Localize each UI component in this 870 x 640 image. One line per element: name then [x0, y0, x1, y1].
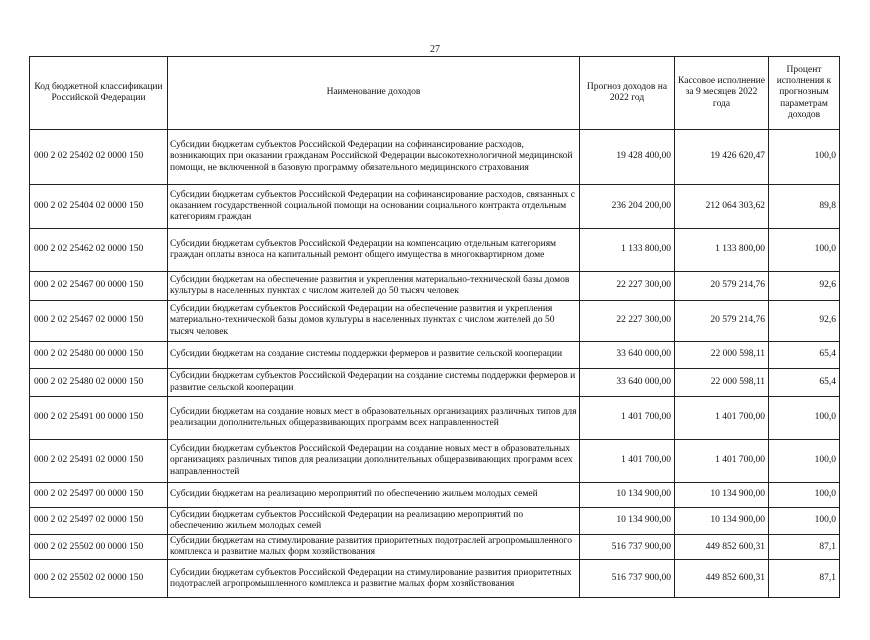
execution-cell: 22 000 598,11 — [675, 369, 769, 397]
forecast-cell: 516 737 900,00 — [580, 560, 675, 598]
execution-cell: 22 000 598,11 — [675, 342, 769, 369]
code-cell: 000 2 02 25404 02 0000 150 — [30, 185, 168, 229]
table-row — [30, 483, 840, 508]
forecast-cell: 10 134 900,00 — [580, 483, 675, 508]
forecast-cell: 236 204 200,00 — [580, 185, 675, 229]
percent-cell: 65,4 — [769, 369, 840, 397]
page-number: 27 — [430, 44, 440, 55]
code-cell: 000 2 02 25467 02 0000 150 — [30, 301, 168, 342]
forecast-cell: 1 401 700,00 — [580, 397, 675, 440]
table-row — [30, 440, 840, 483]
forecast-cell: 22 227 300,00 — [580, 272, 675, 301]
execution-cell: 212 064 303,62 — [675, 185, 769, 229]
table-header-row — [30, 57, 840, 130]
table-row — [30, 272, 840, 301]
forecast-cell: 33 640 000,00 — [580, 369, 675, 397]
percent-cell: 100,0 — [769, 440, 840, 483]
percent-cell: 100,0 — [769, 130, 840, 185]
name-cell: Субсидии бюджетам субъектов Российской Федерации на компенсацию отдельным категориям граждан оплаты взноса на капитальный ремонт общего имущества в многоквартирном доме — [168, 229, 580, 272]
forecast-cell: 19 428 400,00 — [580, 130, 675, 185]
forecast-cell: 1 133 800,00 — [580, 229, 675, 272]
code-cell: 000 2 02 25480 02 0000 150 — [30, 369, 168, 397]
percent-cell: 100,0 — [769, 508, 840, 535]
table-row — [30, 508, 840, 535]
forecast-cell: 33 640 000,00 — [580, 342, 675, 369]
table-row — [30, 560, 840, 598]
header-name: Наименование доходов — [168, 57, 580, 130]
percent-cell: 100,0 — [769, 483, 840, 508]
code-cell: 000 2 02 25491 00 0000 150 — [30, 397, 168, 440]
execution-cell: 10 134 900,00 — [675, 508, 769, 535]
table-row — [30, 185, 840, 229]
table-row — [30, 229, 840, 272]
percent-cell: 92,6 — [769, 301, 840, 342]
percent-cell: 100,0 — [769, 229, 840, 272]
code-cell: 000 2 02 25462 02 0000 150 — [30, 229, 168, 272]
name-cell: Субсидии бюджетам на реализацию мероприятий по обеспечению жильем молодых семей — [168, 483, 580, 508]
execution-cell: 449 852 600,31 — [675, 560, 769, 598]
table-row — [30, 301, 840, 342]
percent-cell: 87,1 — [769, 535, 840, 560]
execution-cell: 1 401 700,00 — [675, 397, 769, 440]
revenue-table — [29, 56, 840, 598]
percent-cell: 87,1 — [769, 560, 840, 598]
execution-cell: 19 426 620,47 — [675, 130, 769, 185]
code-cell: 000 2 02 25480 00 0000 150 — [30, 342, 168, 369]
name-cell: Субсидии бюджетам субъектов Российской Федерации на обеспечение развития и укрепления материально-технической базы домов культуры в населенных пунктах с числом жителей до 50 тысяч человек — [168, 301, 580, 342]
name-cell: Субсидии бюджетам на стимулирование развития приоритетных подотраслей агропромышленного комплекса и развитие малых форм хозяйствования — [168, 535, 580, 560]
name-cell: Субсидии бюджетам субъектов Российской Федерации на стимулирование развития приоритетных подотраслей агропромышленного комплекса и развитие малых форм хозяйствования — [168, 560, 580, 598]
name-cell: Субсидии бюджетам на обеспечение развития и укрепления материально-технической базы домов культуры в населенных пунктах с числом жителей до 50 тысяч человек — [168, 272, 580, 301]
name-cell: Субсидии бюджетам субъектов Российской Федерации на софинансирование расходов, связанных с оказанием государственной социальной помощи на основании социального контракта отдельным категориям граждан — [168, 185, 580, 229]
name-cell: Субсидии бюджетам на создание системы поддержки фермеров и развитие сельской кооперации — [168, 342, 580, 369]
code-cell: 000 2 02 25467 00 0000 150 — [30, 272, 168, 301]
header-percent: Процент исполнения к прогнозным параметрам доходов — [769, 57, 840, 130]
execution-cell: 20 579 214,76 — [675, 272, 769, 301]
table-row — [30, 130, 840, 185]
percent-cell: 65,4 — [769, 342, 840, 369]
table-row — [30, 342, 840, 369]
table-body — [30, 130, 840, 598]
percent-cell: 92,6 — [769, 272, 840, 301]
table-row — [30, 397, 840, 440]
name-cell: Субсидии бюджетам субъектов Российской Федерации на создание новых мест в образовательных организациях различных типов для реализации дополнительных общеразвивающих программ всех направленностей — [168, 440, 580, 483]
table-row — [30, 369, 840, 397]
name-cell: Субсидии бюджетам субъектов Российской Федерации на софинансирование расходов, возникающих при оказании гражданам Российской Федерации высокотехнологичной медицинской помощи, не включенной в базовую программу обязательного медицинского страхования — [168, 130, 580, 185]
code-cell: 000 2 02 25502 00 0000 150 — [30, 535, 168, 560]
execution-cell: 449 852 600,31 — [675, 535, 769, 560]
name-cell: Субсидии бюджетам на создание новых мест в образовательных организациях различных типов для реализации дополнительных общеразвивающих программ всех направленностей — [168, 397, 580, 440]
execution-cell: 1 401 700,00 — [675, 440, 769, 483]
execution-cell: 10 134 900,00 — [675, 483, 769, 508]
header-code: Код бюджетной классификации Российской Федерации — [30, 57, 168, 130]
code-cell: 000 2 02 25497 02 0000 150 — [30, 508, 168, 535]
percent-cell: 89,8 — [769, 185, 840, 229]
percent-cell: 100,0 — [769, 397, 840, 440]
code-cell: 000 2 02 25502 02 0000 150 — [30, 560, 168, 598]
code-cell: 000 2 02 25491 02 0000 150 — [30, 440, 168, 483]
name-cell: Субсидии бюджетам субъектов Российской Федерации на реализацию мероприятий по обеспечению жильем молодых семей — [168, 508, 580, 535]
code-cell: 000 2 02 25497 00 0000 150 — [30, 483, 168, 508]
header-execution: Кассовое исполнение за 9 месяцев 2022 года — [675, 57, 769, 130]
forecast-cell: 10 134 900,00 — [580, 508, 675, 535]
table-row — [30, 535, 840, 560]
forecast-cell: 22 227 300,00 — [580, 301, 675, 342]
name-cell: Субсидии бюджетам субъектов Российской Федерации на создание системы поддержки фермеров и развитие сельской кооперации — [168, 369, 580, 397]
forecast-cell: 1 401 700,00 — [580, 440, 675, 483]
execution-cell: 1 133 800,00 — [675, 229, 769, 272]
execution-cell: 20 579 214,76 — [675, 301, 769, 342]
forecast-cell: 516 737 900,00 — [580, 535, 675, 560]
header-forecast: Прогноз доходов на 2022 год — [580, 57, 675, 130]
code-cell: 000 2 02 25402 02 0000 150 — [30, 130, 168, 185]
